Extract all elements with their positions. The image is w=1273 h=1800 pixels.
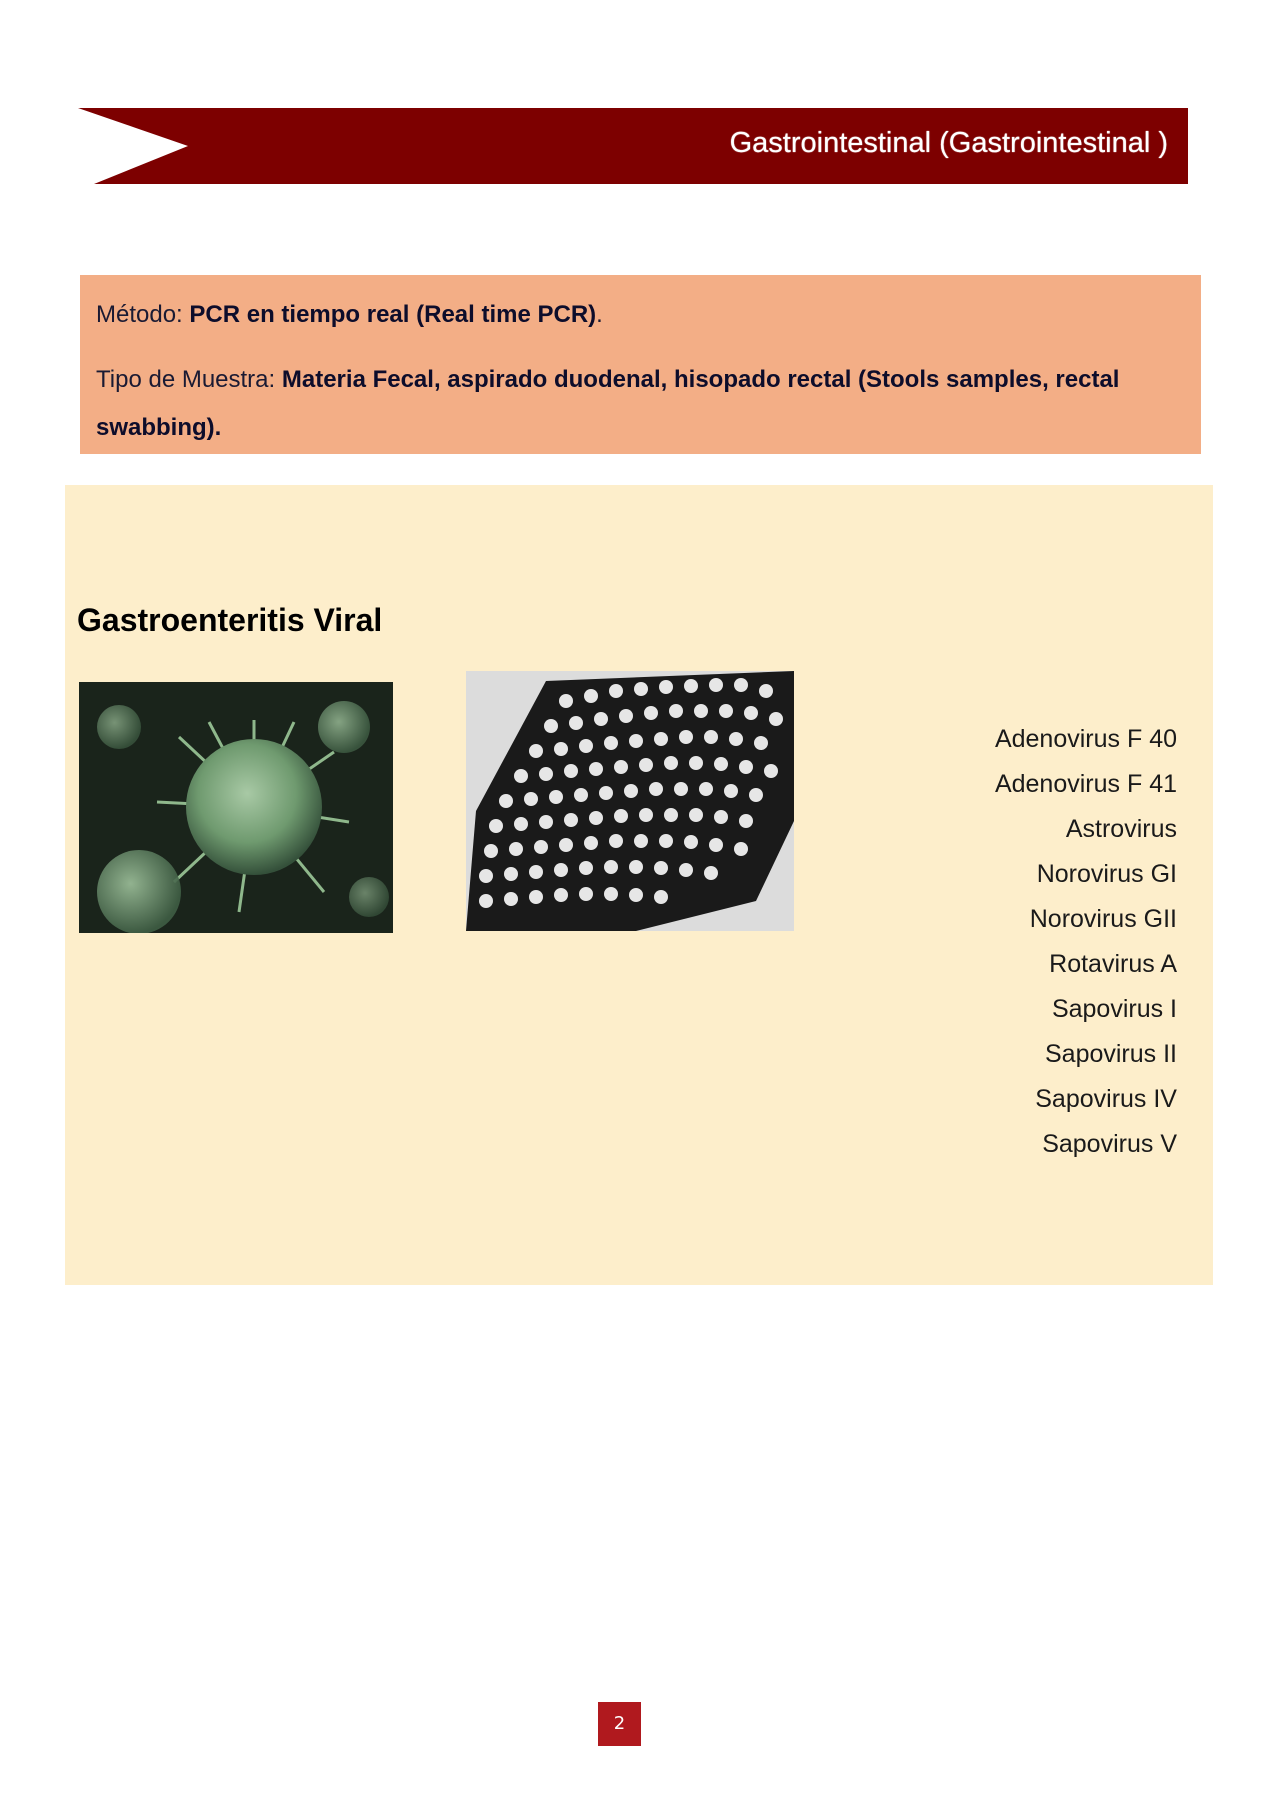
sample-line [96, 356, 1185, 452]
list-item: Rotavirus A [1049, 950, 1177, 978]
header-banner [78, 108, 1188, 184]
sample-value: Materia Fecal, aspirado duodenal, hisopado rectal (Stools samples, rectal [281, 366, 1120, 393]
list-item: Norovirus GII [1029, 905, 1177, 933]
list-item: Sapovirus II [1044, 1040, 1177, 1068]
list-item: Adenovirus F 40 [994, 725, 1177, 753]
virus-list [995, 717, 1177, 1167]
list-item: Sapovirus I [1051, 995, 1177, 1023]
viral-panel [65, 485, 1213, 1285]
method-line [96, 291, 1185, 339]
list-item: Adenovirus F 41 [994, 770, 1177, 798]
virus-3d-image [79, 682, 393, 933]
list-item: Norovirus GI [1036, 860, 1177, 888]
electron-micrograph-image [466, 671, 794, 931]
method-info-box [80, 275, 1201, 454]
sample-value-cont: swabbing). [96, 414, 222, 441]
method-end: . [596, 301, 603, 328]
method-label: Método: [96, 301, 183, 328]
page-number: 2 [598, 1702, 641, 1746]
page-title: Gastrointestinal (Gastrointestinal ) [729, 127, 1168, 159]
method-value: PCR en tiempo real (Real time PCR) [189, 301, 597, 328]
section-heading: Gastroenteritis Viral [77, 602, 383, 638]
list-item: Astrovirus [1065, 815, 1177, 843]
list-item: Sapovirus IV [1035, 1085, 1177, 1113]
list-item: Sapovirus V [1042, 1130, 1177, 1158]
sample-label: Tipo de Muestra: [96, 366, 276, 393]
